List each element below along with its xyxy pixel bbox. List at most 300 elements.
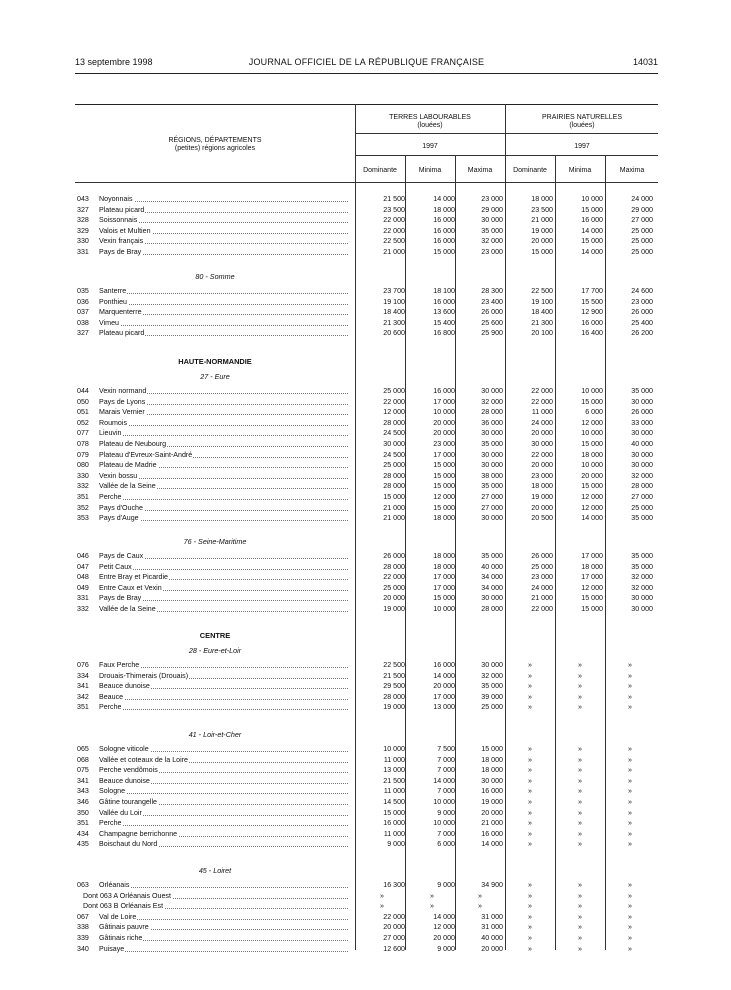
tl-minima-value: 10 000	[433, 605, 455, 613]
region-name: Perche	[99, 493, 354, 502]
pn-minima-value: 18 000	[581, 450, 603, 459]
pn-maxima-value: 30 000	[631, 605, 653, 613]
region-code: 331	[77, 594, 89, 603]
pn-minima-value: 10 000	[581, 461, 603, 470]
tl-maxima-value: 18 000	[481, 766, 503, 775]
pn-minima-value: 12 000	[581, 493, 603, 501]
region-code: 068	[77, 755, 89, 764]
pn-dominante-value: »	[528, 891, 532, 900]
pn-dominante-value: 23 000	[531, 573, 553, 582]
pn-maxima-value: 23 000	[631, 297, 653, 306]
tl-maxima-value: 32 000	[481, 397, 503, 406]
tl-dominante-value: 28 000	[383, 692, 405, 701]
pn-minima-value: »	[578, 902, 582, 911]
pn-dominante-value: 30 000	[531, 440, 553, 448]
tl-maxima-value: 30 000	[481, 776, 503, 785]
pn-minima-value: »	[578, 840, 582, 849]
region-code: 350	[77, 808, 89, 817]
tl-dominante-value: 28 000	[383, 482, 405, 491]
region-name: Beauce dunoise	[99, 777, 354, 786]
table-row	[75, 216, 658, 225]
tl-dominante-value: 21 300	[383, 318, 405, 327]
tl-minima-value: 12 000	[433, 923, 455, 932]
pn-dominante-value: 18 000	[531, 195, 553, 203]
tl-minima-value: 17 000	[433, 573, 455, 582]
tl-minima-value: 7 000	[437, 755, 455, 764]
region-name: Petit Caux	[99, 563, 354, 572]
pn-minima-value: 16 000	[581, 318, 603, 327]
tl-dominante-value: 16 000	[383, 819, 405, 828]
pn-dominante-value: 22 500	[531, 287, 553, 295]
tl-minima-value: 17 000	[433, 397, 455, 406]
tl-maxima-value: 26 000	[481, 308, 503, 317]
pn-maxima-value: »	[628, 755, 632, 764]
pn-maxima-value: 25 000	[631, 237, 653, 246]
col-dominante-1: Dominante	[363, 167, 397, 174]
pn-maxima-value: »	[628, 787, 632, 796]
table-row	[75, 237, 658, 246]
col-maxima-1: Maxima	[467, 167, 493, 174]
pn-dominante-value: 21 300	[531, 318, 553, 327]
pn-minima-value: »	[578, 798, 582, 806]
region-name: Drouais-Thimerais (Drouais)	[99, 672, 354, 681]
region-name: Pays de Caux	[99, 552, 354, 561]
pn-dominante-value: »	[528, 776, 532, 785]
pn-maxima-value: »	[628, 912, 632, 921]
pn-minima-value: 16 400	[581, 329, 603, 338]
pn-dominante-value: 24 000	[531, 418, 553, 427]
pn-minima-value: »	[578, 944, 582, 953]
tl-maxima-value: 25 600	[481, 318, 503, 327]
tl-minima-value: 7 000	[437, 787, 455, 796]
table-row	[75, 892, 658, 901]
pn-minima-value: »	[578, 829, 582, 838]
tl-maxima-value: 35 000	[481, 482, 503, 491]
tl-dominante-value: 20 000	[383, 923, 405, 932]
table-top-rule	[75, 104, 658, 105]
tl-minima-value: 16 000	[433, 297, 455, 306]
tl-dominante-value: 26 000	[383, 552, 405, 560]
pn-dominante-value: 21 000	[531, 216, 553, 225]
tl-maxima-value: 35 000	[481, 440, 503, 448]
tl-maxima-value: 25 900	[481, 329, 503, 338]
tl-dominante-value: 24 500	[383, 429, 405, 438]
table-row	[75, 703, 658, 712]
pn-dominante-value: »	[528, 745, 532, 753]
pn-dominante-value: 11 000	[531, 408, 553, 417]
col-maxima-2: Maxima	[619, 167, 645, 174]
pn-dominante-value: »	[528, 829, 532, 838]
tl-minima-value: 15 000	[433, 482, 455, 491]
region-code: 079	[77, 450, 89, 459]
tl-dominante-value: 29 500	[383, 682, 405, 691]
pn-minima-value: »	[578, 755, 582, 764]
pn-dominante-value: 18 400	[531, 308, 553, 317]
tl-dominante-value: 28 000	[383, 471, 405, 480]
tl-dominante-value: 30 000	[383, 440, 405, 448]
pn-maxima-value: »	[628, 840, 632, 849]
pn-maxima-value: 27 000	[631, 216, 653, 225]
group1-title: TERRES LABOURABLES	[389, 114, 471, 121]
table-row	[75, 840, 658, 849]
tl-minima-value: 15 000	[433, 594, 455, 603]
table-row	[75, 248, 658, 257]
tl-dominante-value: 11 000	[383, 787, 405, 796]
pn-dominante-value: »	[528, 840, 532, 849]
tl-maxima-value: 30 000	[481, 661, 503, 669]
pn-dominante-value: 19 000	[531, 493, 553, 501]
tl-minima-value: 15 000	[433, 503, 455, 512]
tl-minima-value: 16 000	[433, 387, 455, 395]
tl-maxima-value: 40 000	[481, 934, 503, 942]
tl-maxima-value: 15 000	[481, 745, 503, 753]
tl-maxima-value: 39 000	[481, 692, 503, 701]
table-row	[75, 408, 658, 417]
table-row	[75, 693, 658, 702]
region-code: 043	[77, 195, 89, 203]
pn-maxima-value: »	[628, 891, 632, 900]
tl-minima-value: 14 000	[433, 776, 455, 785]
tl-minima-value: 18 100	[433, 287, 455, 295]
pn-minima-value: »	[578, 745, 582, 753]
pn-dominante-value: 18 000	[531, 482, 553, 491]
tl-maxima-value: 29 000	[481, 205, 503, 214]
region-code: 328	[77, 216, 89, 225]
table-row	[75, 756, 658, 765]
region-name: Perche vendômois	[99, 766, 354, 775]
tl-dominante-value: 22 500	[383, 661, 405, 669]
table-row	[75, 934, 658, 943]
region-code: 330	[77, 237, 89, 246]
table-row	[75, 605, 658, 614]
region-code: 080	[77, 461, 89, 470]
region-name: Dont 063 A Orléanais Ouest	[83, 892, 354, 901]
region-code: 076	[77, 661, 89, 669]
pn-dominante-value: »	[528, 912, 532, 921]
pn-minima-value: 15 000	[581, 397, 603, 406]
region-code: 341	[77, 776, 89, 785]
pn-minima-value: 16 000	[581, 216, 603, 225]
tl-maxima-value: 14 000	[481, 840, 503, 849]
pn-maxima-value: »	[628, 829, 632, 838]
tl-maxima-value: 40 000	[481, 562, 503, 571]
region-code: 049	[77, 583, 89, 592]
region-code: 332	[77, 482, 89, 491]
region-code: 334	[77, 671, 89, 680]
tl-minima-value: 16 000	[433, 216, 455, 225]
pn-minima-value: »	[578, 776, 582, 785]
pn-maxima-value: 32 000	[631, 573, 653, 582]
pn-dominante-value: »	[528, 671, 532, 680]
tl-minima-value: 18 000	[433, 205, 455, 214]
region-name: Faux Perche	[99, 661, 354, 670]
tl-maxima-value: 31 000	[481, 912, 503, 921]
tl-dominante-value: 21 000	[383, 514, 405, 523]
pn-maxima-value: »	[628, 902, 632, 911]
tl-dominante-value: 22 000	[383, 216, 405, 225]
tl-minima-value: 16 000	[433, 661, 455, 669]
pn-dominante-value: »	[528, 934, 532, 942]
pn-maxima-value: »	[628, 808, 632, 817]
table-row	[75, 573, 658, 582]
region-code: 435	[77, 840, 89, 849]
department-heading: 41 - Loir-et-Cher	[188, 730, 242, 739]
pn-maxima-value: 35 000	[631, 552, 653, 560]
tl-dominante-value: 22 000	[383, 573, 405, 582]
pn-dominante-value: 24 000	[531, 583, 553, 592]
tl-dominante-value: 25 000	[383, 583, 405, 592]
pn-dominante-value: 20 000	[531, 461, 553, 470]
region-name: Puisaye	[99, 945, 354, 954]
regions-heading-title: RÉGIONS, DÉPARTEMENTS	[168, 137, 262, 144]
tl-dominante-value: 11 000	[383, 829, 405, 838]
pn-dominante-value: 22 000	[531, 397, 553, 406]
region-code: 339	[77, 934, 89, 942]
tl-dominante-value: 9 000	[387, 840, 405, 849]
tl-minima-value: 16 800	[433, 329, 455, 338]
region-name: Gâtinais pauvre	[99, 923, 354, 932]
department-heading: 45 - Loiret	[198, 866, 232, 875]
table-row	[75, 429, 658, 438]
region-code: 047	[77, 562, 89, 571]
tl-minima-value: 18 000	[433, 552, 455, 560]
region-code: 340	[77, 944, 89, 953]
tl-dominante-value: 19 000	[383, 703, 405, 712]
region-name: Boischaut du Nord	[99, 840, 354, 849]
pn-maxima-value: »	[628, 798, 632, 806]
tl-dominante-value: 19 000	[383, 605, 405, 613]
table-row	[75, 287, 658, 296]
region-name: Plateau de Neubourg	[99, 440, 354, 449]
tl-minima-value: 18 000	[433, 562, 455, 571]
region-code: 046	[77, 552, 89, 560]
tl-dominante-value: 22 000	[383, 226, 405, 235]
table-row	[75, 387, 658, 396]
region-name: Champagne berrichonne	[99, 830, 354, 839]
table-row	[75, 440, 658, 449]
tl-dominante-value: 20 000	[383, 594, 405, 603]
region-name: Roumois	[99, 419, 354, 428]
pn-minima-value: 17 000	[581, 573, 603, 582]
region-code: 330	[77, 471, 89, 480]
region-code: 346	[77, 798, 89, 806]
group2-title: PRAIRIES NATURELLES	[541, 114, 622, 121]
pn-minima-value: 12 000	[581, 583, 603, 592]
group2-year: 1997	[574, 143, 590, 150]
region-code: 075	[77, 766, 89, 775]
tl-dominante-value: 18 400	[383, 308, 405, 317]
tl-minima-value: 17 000	[433, 450, 455, 459]
pn-dominante-value: »	[528, 944, 532, 953]
pn-dominante-value: 19 000	[531, 226, 553, 235]
region-name: Val de Loire	[99, 913, 354, 922]
tl-minima-value: 12 000	[433, 493, 455, 501]
region-name: Perche	[99, 819, 354, 828]
tl-maxima-value: 36 000	[481, 418, 503, 427]
pn-maxima-value: 28 000	[631, 482, 653, 491]
pn-dominante-value: »	[528, 798, 532, 806]
tl-maxima-value: »	[478, 902, 482, 911]
tl-dominante-value: 19 100	[383, 297, 405, 306]
region-code: 051	[77, 408, 89, 417]
tl-maxima-value: 30 000	[481, 216, 503, 225]
tl-minima-value: 14 000	[433, 671, 455, 680]
region-code: 063	[77, 881, 89, 889]
region-name: Plateau picard	[99, 329, 354, 338]
tl-dominante-value: 25 000	[383, 387, 405, 395]
region-code: 327	[77, 329, 89, 338]
pn-minima-value: »	[578, 766, 582, 775]
table-row	[75, 745, 658, 754]
table-row	[75, 552, 658, 561]
pn-dominante-value: »	[528, 808, 532, 817]
tl-dominante-value: 28 000	[383, 562, 405, 571]
pn-minima-value: »	[578, 934, 582, 942]
pn-dominante-value: 20 000	[531, 503, 553, 512]
pn-dominante-value: »	[528, 692, 532, 701]
group1-sub: (louées)	[417, 122, 443, 129]
tl-maxima-value: 32 000	[481, 671, 503, 680]
region-code: 434	[77, 829, 89, 838]
table-row	[75, 584, 658, 593]
header-title: JOURNAL OFFICIEL DE LA RÉPUBLIQUE FRANÇAISE	[248, 57, 485, 67]
tl-minima-value: 7 000	[437, 829, 455, 838]
pn-dominante-value: »	[528, 703, 532, 712]
pn-dominante-value: 21 000	[531, 594, 553, 603]
region-name: Marais Vernier	[99, 408, 354, 417]
pn-maxima-value: 29 000	[631, 205, 653, 214]
pn-dominante-value: »	[528, 682, 532, 691]
table-row	[75, 798, 658, 807]
tl-maxima-value: 34 900	[481, 881, 503, 889]
table-row	[75, 206, 658, 215]
group2-heading	[506, 114, 658, 130]
region-name: Beauce	[99, 693, 354, 702]
pn-maxima-value: »	[628, 881, 632, 889]
tl-minima-value: 20 000	[433, 418, 455, 427]
region-code: 351	[77, 819, 89, 828]
pn-maxima-value: 30 000	[631, 450, 653, 459]
table-row	[75, 195, 658, 204]
pn-maxima-value: 26 000	[631, 308, 653, 317]
tl-minima-value: 13 600	[433, 308, 455, 317]
tl-minima-value: 6 000	[437, 840, 455, 849]
region-code: 352	[77, 503, 89, 512]
tl-minima-value: 7 500	[437, 745, 455, 753]
pn-minima-value: »	[578, 808, 582, 817]
header-rule-1	[356, 133, 658, 134]
region-code: 338	[77, 923, 89, 932]
pn-minima-value: 17 700	[581, 287, 603, 295]
pn-dominante-value: 23 500	[531, 205, 553, 214]
region-code: 037	[77, 308, 89, 317]
tl-maxima-value: 30 000	[481, 461, 503, 470]
region-name: Pays de Bray	[99, 594, 354, 603]
table-row	[75, 672, 658, 681]
region-heading: HAUTE-NORMANDIE	[178, 357, 252, 366]
tl-dominante-value: 23 500	[383, 205, 405, 214]
tl-dominante-value: 14 500	[383, 798, 405, 806]
region-code: 331	[77, 248, 89, 256]
tl-dominante-value: 27 000	[383, 934, 405, 942]
pn-minima-value: »	[578, 661, 582, 669]
region-name: Pays de Lyons	[99, 398, 354, 407]
header-rule	[75, 73, 658, 74]
region-name: Orléanais	[99, 881, 354, 890]
pn-minima-value: 15 000	[581, 594, 603, 603]
header-date: 13 septembre 1998	[75, 57, 153, 67]
region-name: Marquenterre	[99, 308, 354, 317]
tl-dominante-value: 16 300	[383, 881, 405, 889]
region-name: Vallée du Loir	[99, 809, 354, 818]
pn-maxima-value: 32 000	[631, 583, 653, 592]
region-code: 329	[77, 226, 89, 235]
table-row	[75, 830, 658, 839]
pn-dominante-value: 20 000	[531, 429, 553, 438]
pn-dominante-value: »	[528, 755, 532, 764]
tl-maxima-value: 16 000	[481, 787, 503, 796]
pn-dominante-value: 20 500	[531, 514, 553, 523]
pn-dominante-value: »	[528, 902, 532, 911]
pn-dominante-value: 26 000	[531, 552, 553, 560]
region-name: Perche	[99, 703, 354, 712]
table-row	[75, 298, 658, 307]
tl-minima-value: 15 000	[433, 461, 455, 470]
pn-minima-value: 14 000	[581, 514, 603, 523]
pn-minima-value: 10 000	[581, 387, 603, 395]
department-heading: 80 - Somme	[195, 272, 235, 281]
pn-minima-value: 20 000	[581, 471, 603, 480]
tl-minima-value: 20 000	[433, 934, 455, 942]
pn-minima-value: »	[578, 923, 582, 932]
tl-maxima-value: 23 000	[481, 248, 503, 256]
pn-dominante-value: 25 000	[531, 562, 553, 571]
pn-maxima-value: »	[628, 745, 632, 753]
pn-maxima-value: 25 400	[631, 318, 653, 327]
region-code: 077	[77, 429, 89, 438]
pn-dominante-value: »	[528, 923, 532, 932]
group1-year: 1997	[422, 143, 438, 150]
pn-maxima-value: 25 000	[631, 226, 653, 235]
region-code: 052	[77, 418, 89, 427]
pn-minima-value: 18 000	[581, 562, 603, 571]
region-code: 342	[77, 692, 89, 701]
pn-maxima-value: »	[628, 692, 632, 701]
table-row	[75, 945, 658, 954]
table-row	[75, 308, 658, 317]
pn-minima-value: 15 500	[581, 297, 603, 306]
tl-maxima-value: 30 000	[481, 429, 503, 438]
tl-minima-value: 15 000	[433, 471, 455, 480]
tl-dominante-value: »	[380, 891, 384, 900]
pn-minima-value: 10 000	[581, 429, 603, 438]
pn-maxima-value: »	[628, 682, 632, 691]
region-name: Pays d'Ouche	[99, 504, 354, 513]
tl-minima-value: 14 000	[433, 912, 455, 921]
pn-maxima-value: »	[628, 671, 632, 680]
pn-maxima-value: »	[628, 703, 632, 712]
region-code: 351	[77, 493, 89, 501]
tl-dominante-value: 21 000	[383, 248, 405, 256]
pn-minima-value: 12 000	[581, 418, 603, 427]
table-row	[75, 514, 658, 523]
table-row	[75, 419, 658, 428]
regions-heading-sub: (petites) régions agricoles	[174, 145, 256, 152]
region-code: 050	[77, 397, 89, 406]
table-row	[75, 881, 658, 890]
table-row	[75, 766, 658, 775]
tl-minima-value: 15 400	[433, 318, 455, 327]
